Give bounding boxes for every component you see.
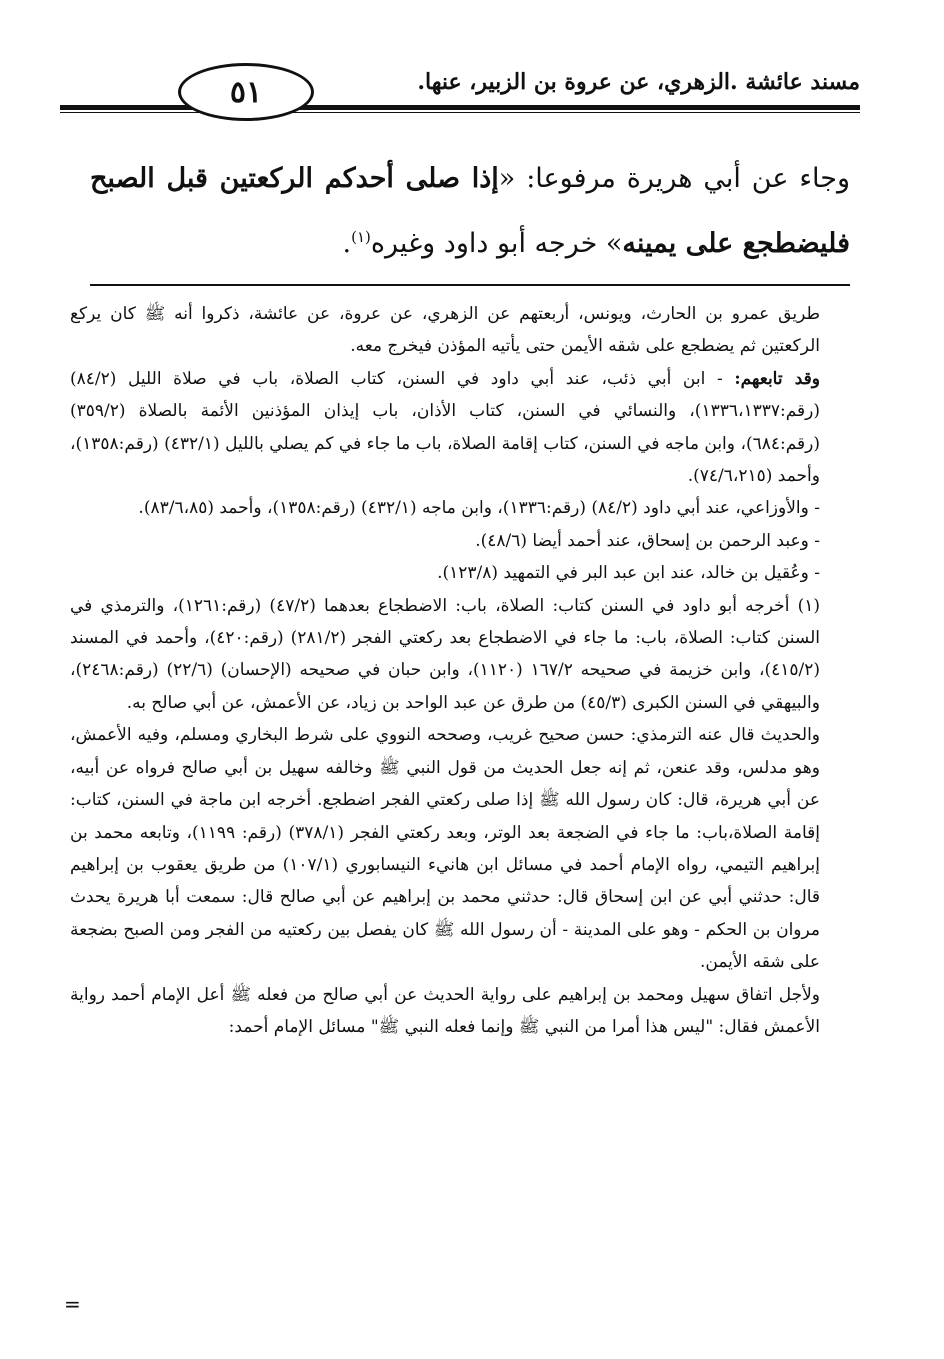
main-paragraph	[90, 150, 850, 273]
note-paragraph-1: طريق عمرو بن الحارث، ويونس، أربعتهم عن الزهري، عن عروة، عن عائشة، ذكروا أنه ﷺ كان يركع الركعتين ثم يضطجع على شقه الأيمن حتى يأتيه المؤذن فيخرج معه.	[70, 304, 820, 357]
main-intro: وجاء عن أبي هريرة مرفوعا: «	[498, 163, 851, 194]
note-paragraph-5: - وعُقيل بن خالد، عند ابن عبد البر في التمهيد (١٢٣/٨).	[437, 563, 820, 584]
footnote-1: (١) أخرجه أبو داود في السنن كتاب: الصلاة، باب: الاضطجاع بعدهما (٤٧/٢) (رقم:١٢٦١)، والترمذي في السنن كتاب: الصلاة، باب: ما جاء في الاضطجاع بعد ركعتي الفجر (٢٨١/٢) (رقم:٤٢٠)، وأحمد في المسند (٤١٥/٢)، وابن خزيمة في صحيحه ١٦٧/٢ (١١٢٠)، وابن حبان في صحيحه (الإحسان) (٢٢/٦) (رقم:٢٤٦٨)، والبيهقي في السنن الكبرى (٤٥/٣) من طرق عن عبد الواحد بن زياد، عن الأعمش، عن أبي صالح به.	[70, 595, 821, 713]
page-number: ٥١	[178, 63, 314, 121]
footnote-ref-1[interactable]: (١)	[351, 228, 371, 246]
note-label: وقد تابعهم:	[734, 368, 820, 389]
note-paragraph-8: ولأجل اتفاق سهيل ومحمد بن إبراهيم على رواية الحديث عن أبي صالح من فعله ﷺ أعل الإمام أحمد رواية الأعمش فقال: "ليس هذا أمرا من النبي ﷺ وإنما فعله النبي ﷺ" مسائل الإمام أحمد:	[70, 984, 820, 1037]
header-rule	[60, 105, 860, 113]
main-end: .	[342, 228, 352, 259]
footnotes	[70, 298, 820, 1043]
footnote-separator	[90, 284, 850, 286]
note-paragraph-2-text: - ابن أبي ذئب، عند أبي داود في السنن، كتاب الصلاة، باب في صلاة الليل (٨٤/٢) (رقم:١٣٣٦،١٣٣٧)، والنسائي في السنن، كتاب الأذان، باب إيذان المؤذنين الأئمة بالصلاة (٣٥٩/٢) (رقم:٦٨٤)، وابن ماجه في السنن، كتاب إقامة الصلاة، باب ما جاء في كم يصلي بالليل (٤٣٢/١) (رقم:١٣٥٨)، وأحمد (٧٤/٦،٢١٥).	[70, 368, 820, 487]
running-header	[60, 55, 860, 115]
main-outro: » خرجه أبو داود وغيره	[370, 228, 623, 259]
note-paragraph-2	[70, 363, 820, 493]
note-paragraph-3: - والأوزاعي، عند أبي داود (٨٤/٢) (رقم:١٣٣٦)، وابن ماجه (٤٣٢/١) (رقم:١٣٥٨)، وأحمد (٨٣/٦،٨٥).	[138, 498, 820, 519]
note-paragraph-4: - وعبد الرحمن بن إسحاق، عند أحمد أيضا (٤٨/٦).	[475, 530, 820, 551]
hadith-quote: إذا صلى أحدكم الركعتين قبل الصبح فليضطجع على يمينه	[90, 163, 850, 259]
note-paragraph-7: والحديث قال عنه الترمذي: حسن صحيح غريب، وصححه النووي على شرط البخاري ومسلم، وفيه الأعمش، وهو مدلس، وقد عنعن، ثم إنه جعل الحديث من قول النبي ﷺ وخالفه سهيل بن أبي صالح فرواه عن أبيه، عن أبي هريرة، قال: كان رسول الله ﷺ إذا صلى ركعتي الفجر اضطجع. أخرجه ابن ماجة في السنن، كتاب: إقامة الصلاة،باب: ما جاء في الضجعة بعد الوتر، وبعد ركعتي الفجر (٣٧٨/١) (رقم: ١١٩٩)، وتابعه محمد بن إبراهيم التيمي، رواه الإمام أحمد في مسائل ابن هانيء النيسابوري (١٠٧/١) من طريق يعقوب بن إبراهيم قال: حدثني أبي عن ابن إسحاق قال: حدثني محمد بن إبراهيم عن أبي صالح قال: سمعت أبا هريرة يحدث مروان بن الحكم - وهو على المدينة - أن رسول الله ﷺ كان يفصل بين ركعتيه من الفجر ومن الصبح بضجعة على شقه الأيمن.	[70, 725, 821, 973]
header-title: مسند عائشة .الزهري، عن عروة بن الزبير، عنها.	[417, 69, 860, 95]
continuation-mark: =	[64, 1292, 81, 1316]
